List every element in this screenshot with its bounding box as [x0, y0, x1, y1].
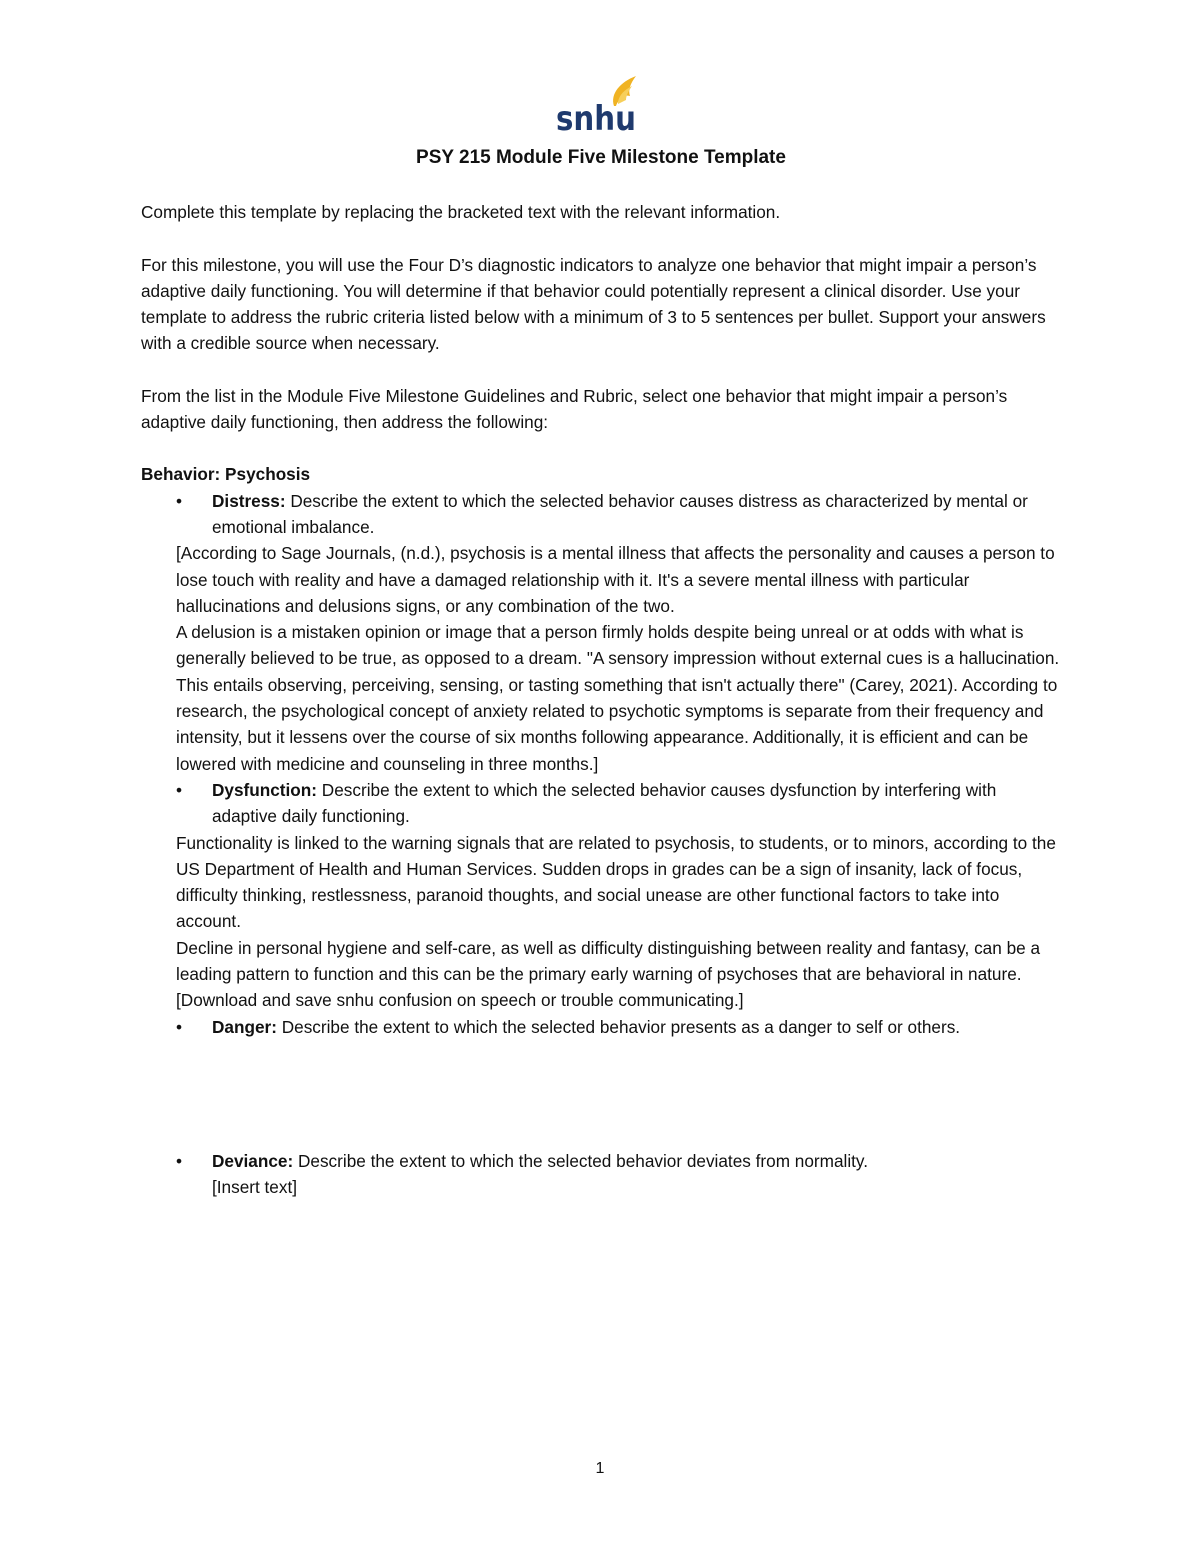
snhu-logo-graphic — [556, 74, 640, 134]
bullet-icon: • — [176, 490, 183, 511]
distress-prompt: Describe the extent to which the selected behavior causes distress as characterized by mental or emotional imbalance. — [212, 490, 1028, 537]
dysfunction-response-2: Decline in personal hygiene and self-care, as well as difficulty distinguishing between reality and fantasy, can be a leading pattern to function and this can be the primary early warning of psychoses that are behavioral in nature. [Download and save snhu confusion on speech or trouble communicating.] — [176, 937, 1041, 1011]
distress-response-1: [According to Sage Journals, (n.d.), psychosis is a mental illness that affects the personality and causes a person to lose touch with reality and have a damaged relationship with it. It's a severe mental illness with particular hallucinations and delusions signs, or any combination of the two. — [176, 543, 1055, 616]
page-number: 1 — [595, 1460, 605, 1477]
behavior-heading: Behavior: Psychosis — [141, 464, 311, 485]
danger-prompt: Describe the extent to which the selected behavior presents as a danger to self or others. — [276, 1016, 961, 1037]
dysfunction-bullet — [141, 777, 1061, 830]
danger-label: Danger: — [212, 1016, 277, 1037]
dysfunction-prompt: Describe the extent to which the selected behavior causes dysfunction by interfering with adaptive daily functioning. — [212, 779, 997, 827]
dysfunction-response-1: Functionality is linked to the warning signals that are related to psychosis, to students, or to minors, according to the US Department of Health and Human Services. Sudden drops in grades can be a sign of insanity, lack of focus, difficulty thinking, restlessness, paranoid thoughts, and social unease are other functional factors to take into account. — [176, 832, 1056, 932]
bullet-icon: • — [176, 1150, 183, 1171]
bullet-icon: • — [176, 1016, 183, 1037]
intro-paragraph: Complete this template by replacing the bracketed text with the relevant information. — [141, 202, 781, 223]
logo-wordmark: snhu — [556, 99, 636, 134]
deviance-prompt: Describe the extent to which the selected behavior deviates from normality. — [293, 1150, 869, 1171]
distress-response-2: A delusion is a mistaken opinion or image that a person firmly holds despite being unreal or at odds with what is generally believed to be true, as opposed to a dream. "A sensory impression without external cues is a hallucination. This entails observing, perceiving, sensing, or tasting something that isn't actually there" (Carey, 2021). According to research, the psychological concept of anxiety related to psychotic symptoms is separate from their frequency and intensity, but it lessens over the course of six months following appearance. Additionally, it is efficient and can be lowered with medicine and counseling in three months.] — [176, 622, 1060, 774]
snhu-logo — [556, 74, 640, 134]
deviance-response: [Insert text] — [212, 1177, 298, 1198]
page-title: PSY 215 Module Five Milestone Template — [416, 147, 786, 168]
danger-bullet — [141, 1014, 1061, 1040]
distress-label: Distress: — [212, 490, 286, 511]
deviance-label: Deviance: — [212, 1150, 294, 1171]
deviance-bullet — [141, 1148, 1061, 1174]
danger-blank-space — [141, 1040, 1061, 1148]
dysfunction-label: Dysfunction: — [212, 779, 318, 800]
bullet-icon: • — [176, 779, 183, 800]
document-body — [141, 145, 1061, 1201]
select-paragraph: From the list in the Module Five Milestone Guidelines and Rubric, select one behavior that might impair a person’s adaptive daily functioning, then address the following: — [141, 385, 1008, 433]
milestone-paragraph: For this milestone, you will use the Four D’s diagnostic indicators to analyze one behavior that might impair a person’s adaptive daily functioning. You will determine if that behavior could potentially represent a clinical disorder. Use your template to address the rubric criteria listed below with a minimum of 3 to 5 sentences per bullet. Support your answers with a credible source when necessary. — [141, 254, 1046, 354]
distress-bullet — [141, 488, 1061, 541]
